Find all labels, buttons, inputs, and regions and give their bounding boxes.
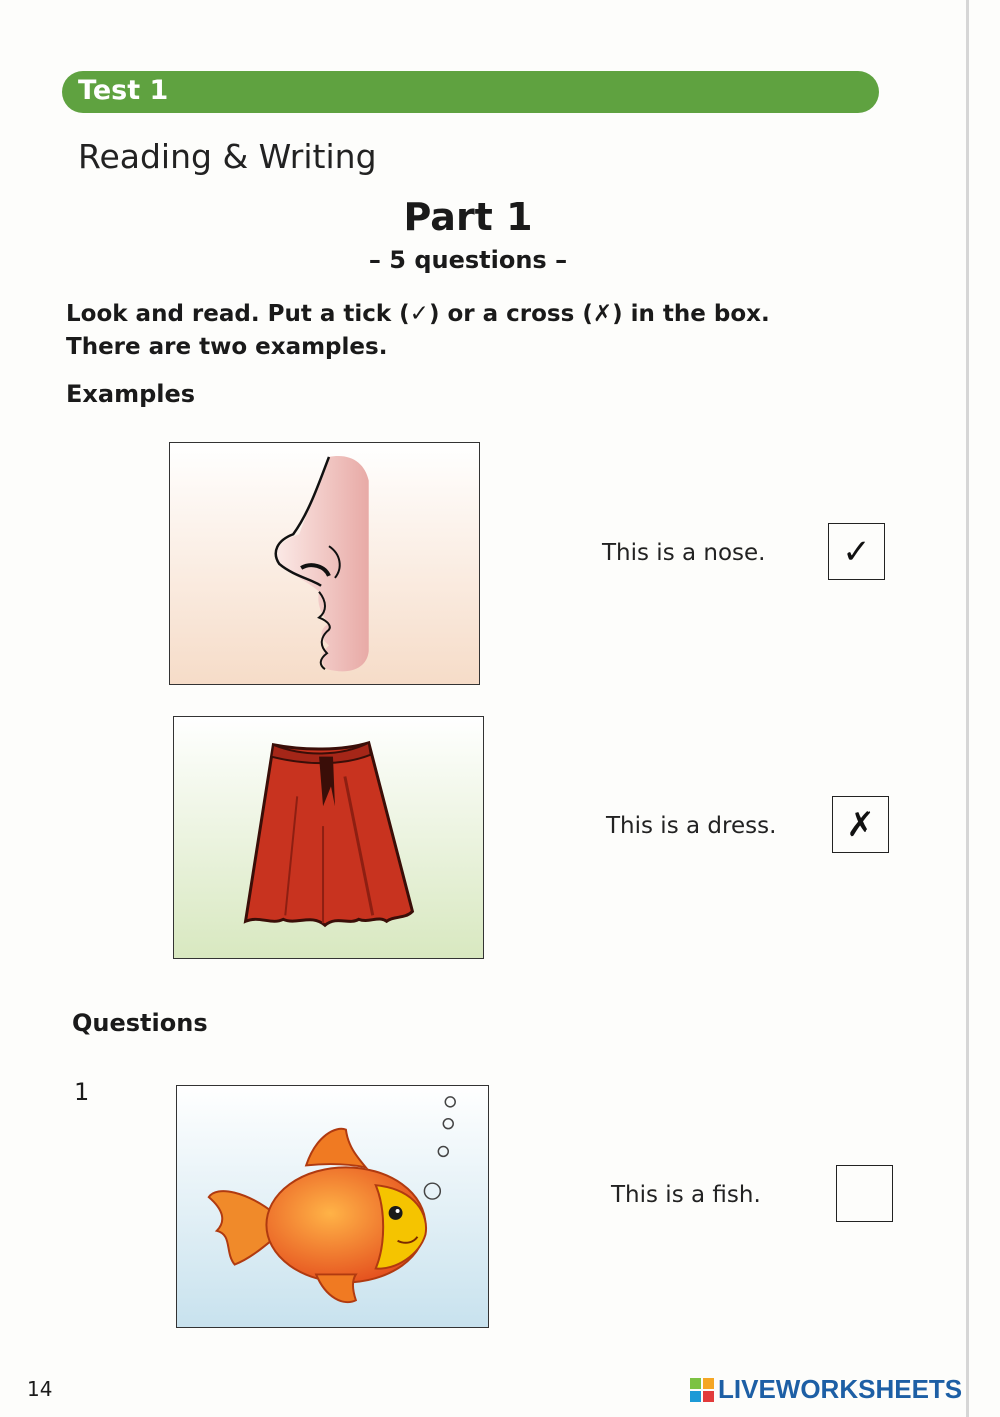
example-1-sentence: This is a nose. <box>602 540 766 566</box>
part-title: Part 1 <box>403 195 533 239</box>
instructions <box>66 298 770 364</box>
question-1-number: 1 <box>74 1078 90 1106</box>
part-subtitle: – 5 questions – <box>368 246 568 274</box>
question-1-sentence: This is a fish. <box>611 1182 761 1208</box>
skirt-picture <box>173 716 484 959</box>
instruction-line-1: Look and read. Put a tick (✓) or a cross (✗) in the box. <box>66 301 770 327</box>
fish-illustration <box>177 1086 488 1327</box>
instruction-line-2: There are two examples. <box>66 334 388 360</box>
banner-label: Test 1 <box>78 75 169 106</box>
liveworksheets-logo-icon <box>690 1378 714 1402</box>
page-number: 14 <box>27 1377 53 1401</box>
fish-picture <box>176 1085 489 1328</box>
example-1-answer-box: ✓ <box>828 523 885 580</box>
test-banner <box>62 71 879 113</box>
example-2-sentence: This is a dress. <box>606 813 777 839</box>
question-1-answer-box[interactable] <box>836 1165 893 1222</box>
skirt-illustration <box>174 717 483 958</box>
questions-heading: Questions <box>72 1009 208 1037</box>
page-edge-line <box>966 0 969 1417</box>
nose-picture <box>169 442 480 685</box>
brand-footer <box>690 1374 962 1405</box>
brand-text: LIVEWORKSHEETS <box>718 1374 963 1404</box>
section-title: Reading & Writing <box>78 137 377 176</box>
examples-heading: Examples <box>66 380 196 408</box>
nose-illustration <box>170 443 479 684</box>
example-2-answer-box: ✗ <box>832 796 889 853</box>
